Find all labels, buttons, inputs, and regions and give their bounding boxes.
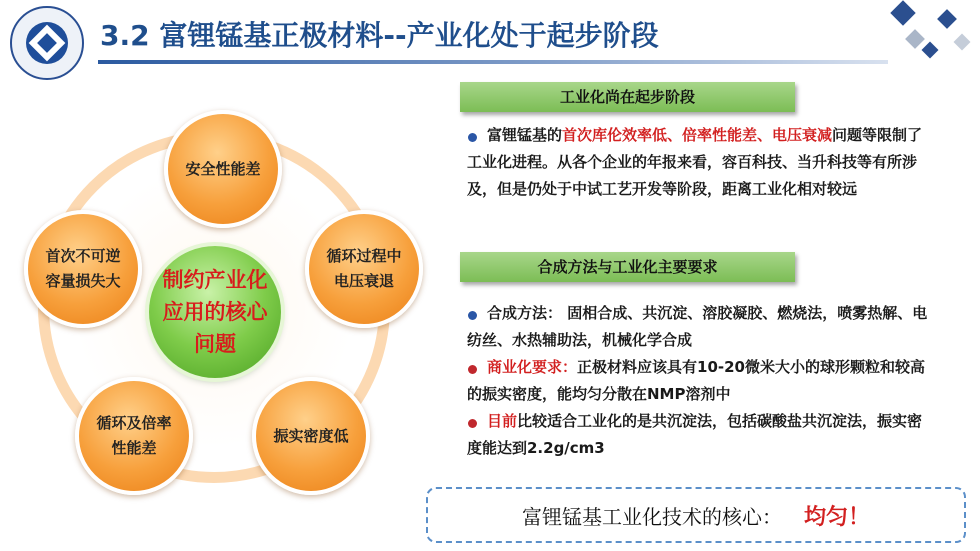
university-logo xyxy=(10,6,84,80)
page-title: 3.2 富锂锰基正极材料--产业化处于起步阶段 xyxy=(100,19,659,52)
node-cycle-rate: 循环及倍率性能差 xyxy=(75,377,193,495)
synthesis-methods: 合成方法： 固相合成、共沉淀、溶胶凝胶、燃烧法，喷雾热解、电纺丝、水热辅助法，机械化学合成 xyxy=(467,304,928,349)
summary-highlight: 均匀！ xyxy=(803,504,870,530)
center-core-problem: 制约产业化应用的核心问题 xyxy=(149,246,281,378)
current-method: 目前比较适合工业化的是共沉淀法，包括碳酸盐共沉淀法，振实密度能达到2.2g/cm3 xyxy=(467,412,923,457)
title-underline xyxy=(98,60,888,64)
node-tap-density: 振实密度低 xyxy=(252,377,370,495)
node-safety: 安全性能差 xyxy=(164,110,282,228)
node-voltage-decay: 循环过程中电压衰退 xyxy=(305,210,423,328)
section1-paragraph: 富锂锰基的首次库伦效率低、倍率性能差、电压衰减问题等限制了工业化进程。从各个企业的年报来看，容百科技、当升科技等有所涉及，但是仍处于中试工艺开发等阶段，距离工业化相对较远 xyxy=(467,126,923,198)
section1-heading: 工业化尚在起步阶段 xyxy=(460,82,795,112)
node-capacity-loss: 首次不可逆容量损失大 xyxy=(24,210,142,328)
summary-box xyxy=(426,487,966,543)
summary-text: 富锂锰基工业化技术的核心： xyxy=(521,504,782,529)
section2-heading: 合成方法与工业化主要要求 xyxy=(460,252,795,282)
commercial-requirements: 商业化要求：正极材料应该具有10-20微米大小的球形颗粒和较高的振实密度，能均匀分散在NMP溶剂中 xyxy=(467,358,925,403)
